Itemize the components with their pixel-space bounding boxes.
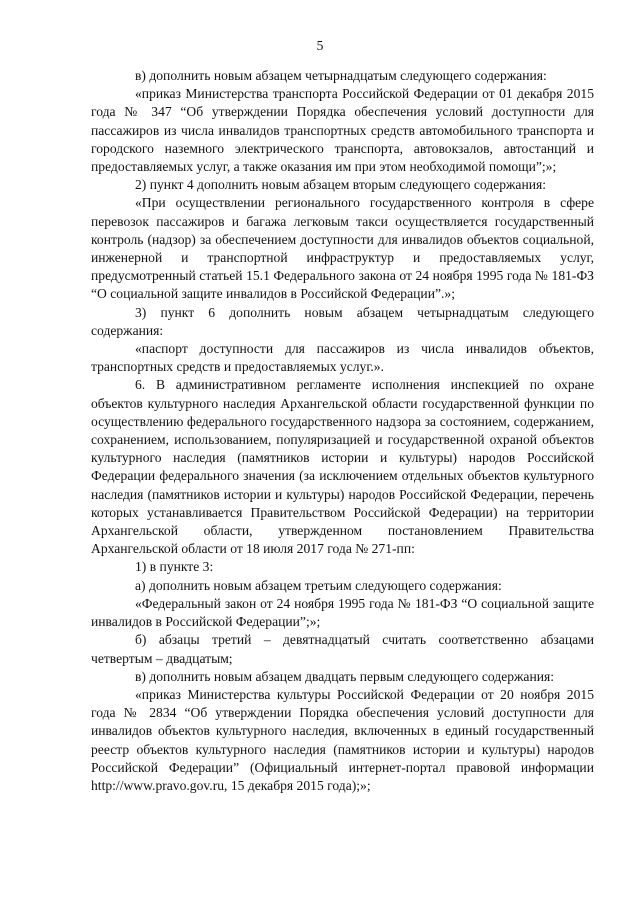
document-body [91, 67, 594, 795]
paragraph-regional-control-quote: «При осуществлении регионального государственного контроля в сфере перевозок пассажиров и багажа легковым такси осуществляется государственный контроль (надзор) за обеспечением доступности для инвалидов объектов социальной, инженерной и транспортной инфраструктур и предоставляемых услуг, предусмотренный статьей 15.1 Федерального закона от 24 ноября 1995 года № 181-ФЗ “О социальной защите инвалидов в Российской Федерации”.»; [91, 195, 594, 302]
page-number: 5 [316, 38, 324, 53]
paragraph-item-b: б) абзацы третий – девятнадцатый считать соответственно абзацами четвертым – двадцатым; [91, 632, 594, 666]
paragraph-culture-order-quote: «приказ Министерства культуры Российской Федерации от 20 ноября 2015 года № 2834 “Об утверждении Порядка обеспечения условий доступности для инвалидов объектов культурного наследия, включенных в единый государственный реестр объектов культурного наследия (памятников истории и культуры) народов Российской Федерации” (Официальный интернет-портал правовой информации http://www.pravo.gov.ru, 15 декабря 2015 года);»; [91, 686, 594, 793]
paragraph-point-3-clause-6: 3) пункт 6 дополнить новым абзацем четырнадцатым следующего содержания: [91, 304, 594, 338]
paragraph-point-2-clause-4: 2) пункт 4 дополнить новым абзацем вторым следующего содержания: [135, 177, 547, 193]
paragraph-item-v-amendment-21: в) дополнить новым абзацем двадцать первым следующего содержания: [135, 668, 555, 684]
paragraph-item-v-amendment-14: в) дополнить новым абзацем четырнадцатым следующего содержания: [135, 68, 547, 83]
paragraph-section-6-regulation: 6. В административном регламенте исполнения инспекцией по охране объектов культурного наследия Архангельской области государственной функции по осуществлению федерального государственного надзора за состоянием, содержанием, сохранением, использованием, популяризацией и государственной охраной объектов культурного наследия (памятников истории и культуры) народов Российской Федерации федерального значения (за исключением отдельных объектов культурного наследия (памятников истории и культуры) народов Российской Федерации, перечень которых устанавливается Правительством Российской Федерации) на территории Архангельской области, утвержденном постановлением Правительства Архангельской области от 18 июля 2017 года № 271-пп: [91, 377, 594, 557]
paragraph-accessibility-passport-quote: «паспорт доступности для пассажиров из числа инвалидов объектов, транспортных средств и предоставляемых услуг.». [91, 341, 594, 375]
paragraph-transport-order-quote: «приказ Министерства транспорта Российской Федерации от 01 декабря 2015 года № 347 “Об утверждении Порядка обеспечения условий доступности для пассажиров из числа инвалидов транспортных средств автомобильного транспорта и городского наземного электрического транспорта, автовокзалов, автостанций и предоставляемых услуг, а также оказания им при этом необходимой помощи”;»; [91, 86, 594, 175]
paragraph-item-a: а) дополнить новым абзацем третьим следующего содержания: [135, 577, 502, 593]
paragraph-federal-law-quote: «Федеральный закон от 24 ноября 1995 года № 181-ФЗ “О социальной защите инвалидов в Российской Федерации”;»; [91, 595, 594, 630]
paragraph-point-1-clause-3: 1) в пункте 3: [135, 559, 214, 575]
